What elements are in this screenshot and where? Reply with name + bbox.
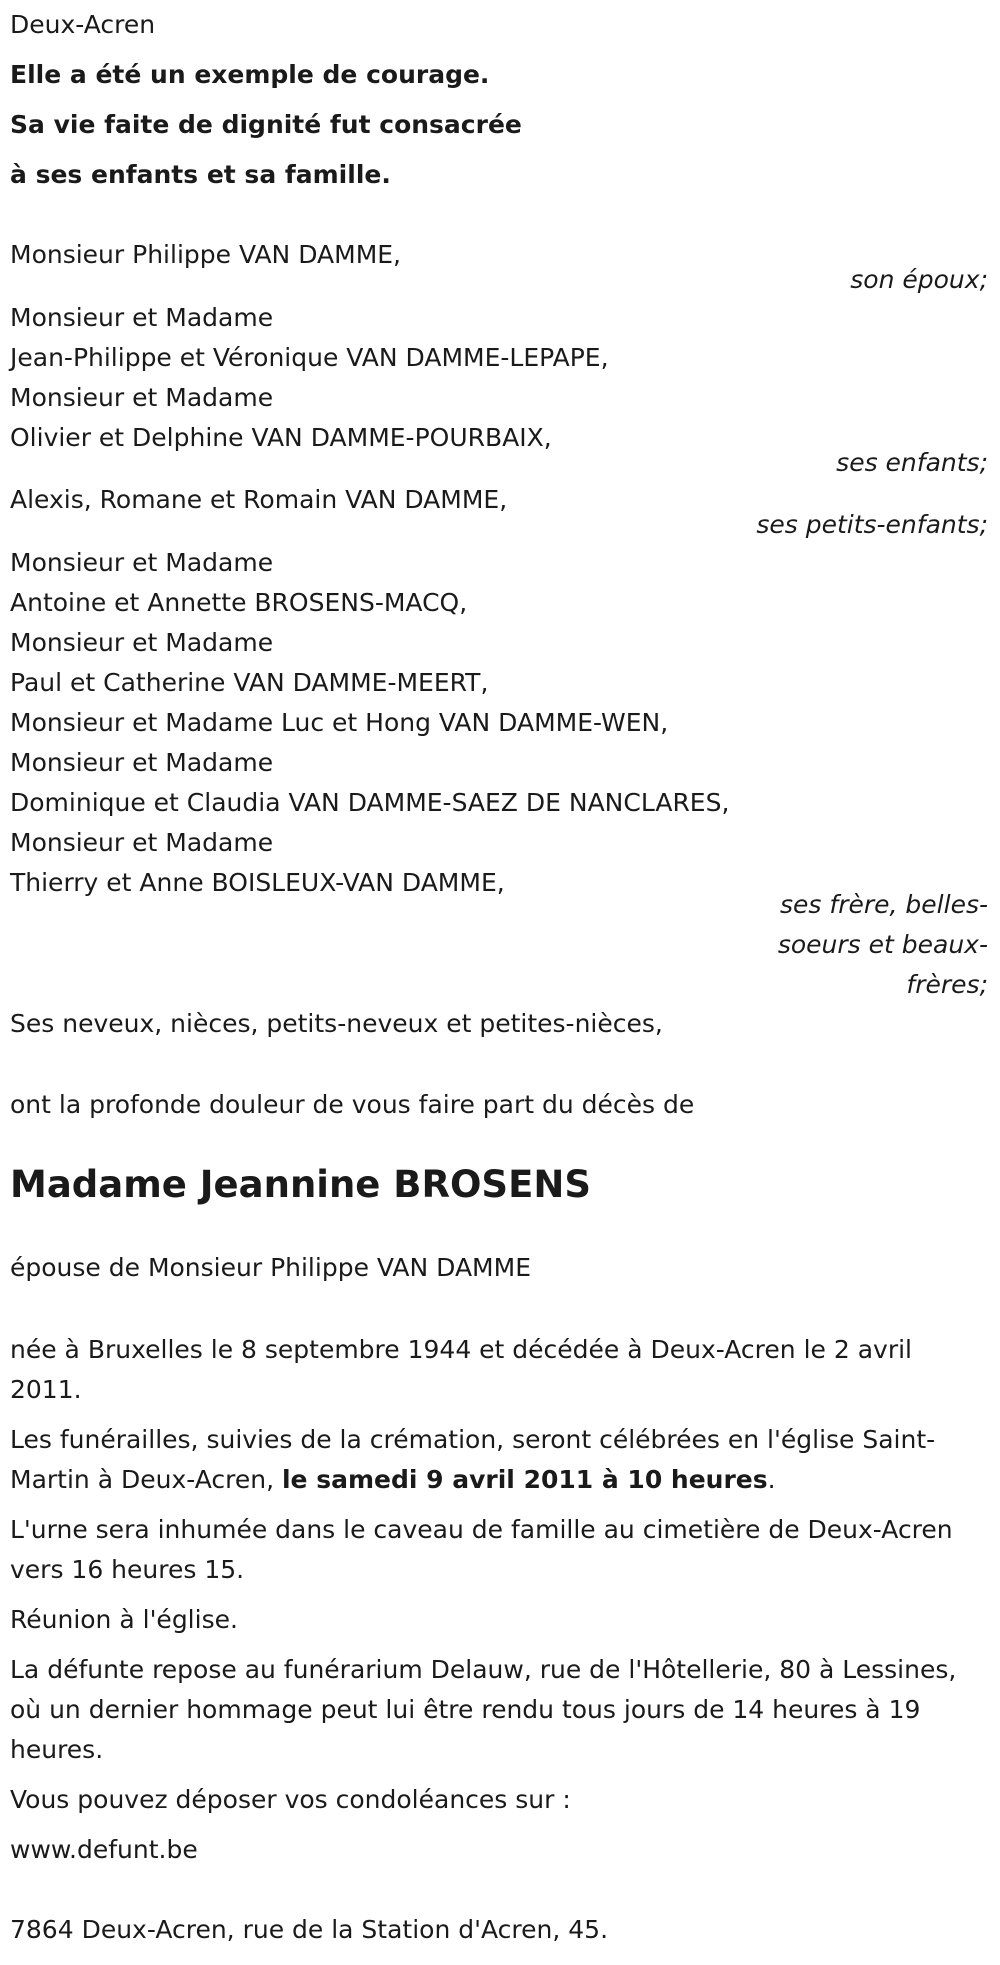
grandchildren-names: Alexis, Romane et Romain VAN DAMME, [10, 485, 508, 514]
condolences-label: Vous pouvez déposer vos condoléances sur : [10, 1785, 571, 1814]
child-line: Jean-Philippe et Véronique VAN DAMME-LEPAPE, [10, 343, 609, 372]
nephews-line: Ses neveux, nièces, petits-neveux et petites-nièces, [10, 1009, 663, 1038]
child-line: Olivier et Delphine VAN DAMME-POURBAIX, [10, 423, 552, 452]
visitation-info: La défunte repose au funérarium Delauw, rue de l'Hôtellerie, 80 à Lessines, où un dernier hommage peut lui être rendu tous jours de 14 heures à 19 heures. [10, 1655, 957, 1764]
sibling-line: Monsieur et Madame Luc et Hong VAN DAMME-WEN, [10, 708, 669, 737]
child-line: Monsieur et Madame [10, 383, 274, 412]
grandchildren-role: ses petits-enfants; [756, 510, 988, 539]
siblings-role-line: soeurs et beaux- [777, 930, 988, 959]
website-link[interactable]: www.defunt.be [10, 1835, 198, 1864]
sibling-line: Thierry et Anne BOISLEUX-VAN DAMME, [10, 868, 505, 897]
funeral-text: Les funérailles, suivies de la crémation, seront célébrées en l'église Saint-Martin à Deux-Acren, [10, 1425, 936, 1494]
motto-line: Elle a été un exemple de courage. [10, 60, 490, 89]
urn-info: L'urne sera inhumée dans le caveau de famille au cimetière de Deux-Acren vers 16 heures 15. [10, 1515, 953, 1584]
children-role: ses enfants; [836, 448, 988, 477]
motto-line: Sa vie faite de dignité fut consacrée [10, 110, 522, 139]
sibling-line: Monsieur et Madame [10, 628, 274, 657]
child-line: Monsieur et Madame [10, 303, 274, 332]
siblings-role-line: frères; [906, 970, 988, 999]
funeral-end: . [767, 1465, 776, 1494]
funeral-date: le samedi 9 avril 2011 à 10 heures [281, 1465, 768, 1494]
spouse-name: Monsieur Philippe VAN DAMME, [10, 240, 402, 269]
sibling-line: Dominique et Claudia VAN DAMME-SAEZ DE NANCLARES, [10, 788, 730, 817]
funeral-info [10, 1420, 980, 1500]
siblings-role-line: ses frère, belles- [780, 890, 988, 919]
location-header: Deux-Acren [10, 10, 156, 39]
motto-line: à ses enfants et sa famille. [10, 160, 391, 189]
deceased-name: Madame Jeannine BROSENS [10, 1163, 591, 1206]
sibling-line: Monsieur et Madame [10, 548, 274, 577]
sibling-line: Paul et Catherine VAN DAMME-MEERT, [10, 668, 489, 697]
birth-death: née à Bruxelles le 8 septembre 1944 et décédée à Deux-Acren le 2 avril 2011. [10, 1335, 912, 1404]
announcement: ont la profonde douleur de vous faire part du décès de [10, 1090, 695, 1119]
meeting-info: Réunion à l'église. [10, 1605, 238, 1634]
sibling-line: Monsieur et Madame [10, 828, 274, 857]
sibling-line: Antoine et Annette BROSENS-MACQ, [10, 588, 468, 617]
spouse-role: son époux; [850, 265, 988, 294]
spouse-of: épouse de Monsieur Philippe VAN DAMME [10, 1253, 531, 1282]
address: 7864 Deux-Acren, rue de la Station d'Acren, 45. [10, 1915, 609, 1944]
sibling-line: Monsieur et Madame [10, 748, 274, 777]
